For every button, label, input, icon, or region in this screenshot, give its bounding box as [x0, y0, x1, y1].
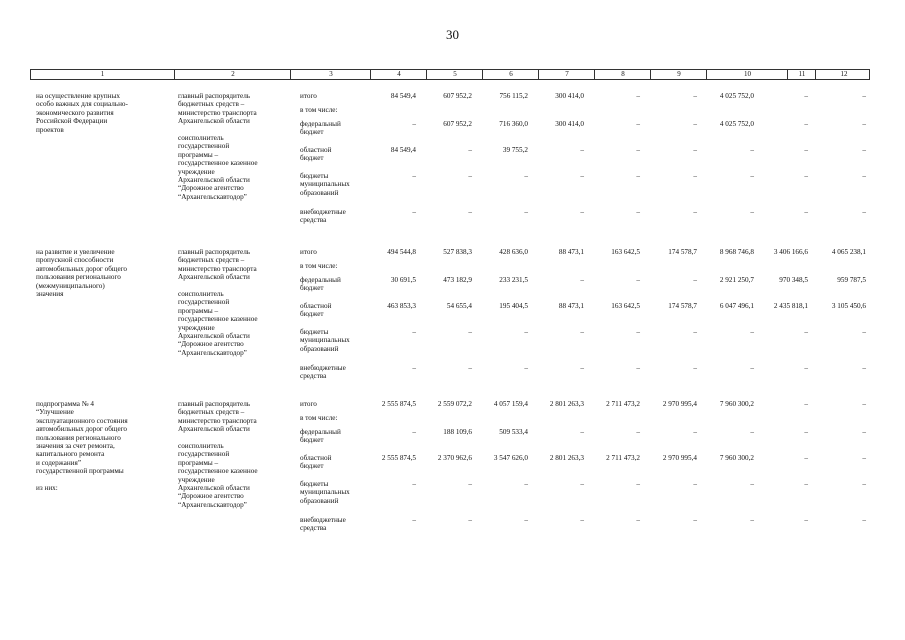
value-cell: – [524, 516, 528, 524]
value-cell: – [804, 172, 808, 180]
value-cell: 188 109,6 [443, 428, 472, 436]
value-cell: – [804, 364, 808, 372]
value-cell: – [693, 146, 697, 154]
value-cell: – [693, 276, 697, 284]
value-cell: 8 968 746,8 [719, 248, 754, 256]
value-cell: 84 549,4 [390, 146, 416, 154]
value-cell: – [468, 328, 472, 336]
value-cell: 756 115,2 [499, 92, 528, 100]
value-cell: – [862, 400, 866, 408]
value-cell: 2 970 995,4 [662, 454, 697, 462]
value-cell: – [580, 364, 584, 372]
header-col-5: 5 [426, 70, 483, 79]
value-cell: – [580, 172, 584, 180]
value-cell: – [412, 480, 416, 488]
value-cell: – [636, 364, 640, 372]
value-cell: – [468, 208, 472, 216]
value-cell: – [750, 364, 754, 372]
header-col-6: 6 [482, 70, 539, 79]
value-cell: – [468, 480, 472, 488]
value-cell: – [580, 276, 584, 284]
value-cell: – [580, 428, 584, 436]
row-label: итого [300, 248, 317, 256]
value-cell: – [636, 146, 640, 154]
header-col-2: 2 [174, 70, 291, 79]
value-cell: 2 801 263,3 [549, 454, 584, 462]
row-label: в том числе: [300, 262, 338, 270]
value-cell: – [750, 328, 754, 336]
value-cell: – [468, 146, 472, 154]
header-col-3: 3 [290, 70, 371, 79]
value-cell: 3 547 626,0 [493, 454, 528, 462]
value-cell: – [580, 516, 584, 524]
value-cell: – [804, 120, 808, 128]
value-cell: 716 360,0 [499, 120, 528, 128]
header-col-12: 12 [815, 70, 872, 79]
value-cell: – [693, 208, 697, 216]
value-cell: 509 533,4 [499, 428, 528, 436]
value-cell: – [636, 172, 640, 180]
value-cell: – [804, 146, 808, 154]
value-cell: 300 414,0 [555, 120, 584, 128]
block-purpose: на развитие и увеличение пропускной способности автомобильных дорог общего пользования регионального (межмуниципального) значения [36, 248, 128, 299]
header-col-8: 8 [594, 70, 651, 79]
value-cell: 300 414,0 [555, 92, 584, 100]
value-cell: 2 801 263,3 [549, 400, 584, 408]
value-cell: 2 555 874,5 [381, 454, 416, 462]
header-col-11: 11 [787, 70, 816, 79]
value-cell: 4 025 752,0 [719, 92, 754, 100]
value-cell: – [750, 480, 754, 488]
row-label: областной бюджет [300, 454, 332, 471]
value-cell: – [693, 120, 697, 128]
value-cell: – [636, 120, 640, 128]
block-purpose: на осуществление крупных особо важных для социально- экономического развития Российской Федерации проектов [36, 92, 128, 134]
value-cell: – [750, 208, 754, 216]
header-col-7: 7 [538, 70, 595, 79]
value-cell: 2 711 473,2 [606, 400, 640, 408]
value-cell: 2 711 473,2 [606, 454, 640, 462]
value-cell: 4 025 752,0 [719, 120, 754, 128]
value-cell: 3 406 166,6 [773, 248, 808, 256]
value-cell: 54 655,4 [446, 302, 472, 310]
value-cell: 88 473,1 [558, 302, 584, 310]
value-cell: 2 559 072,2 [437, 400, 472, 408]
value-cell: – [862, 516, 866, 524]
value-cell: 233 231,5 [499, 276, 528, 284]
block-purpose: подпрограмма № 4 “Улучшение эксплуатационного состояния автомобильных дорог общего пользования регионального значения за счет ремонта, капитального ремонта и содержания” государственной программы из них: [36, 400, 128, 493]
value-cell: – [804, 328, 808, 336]
value-cell: – [862, 364, 866, 372]
value-cell: 527 838,3 [443, 248, 472, 256]
value-cell: – [524, 480, 528, 488]
value-cell: 163 642,5 [611, 302, 640, 310]
value-cell: 6 047 496,1 [719, 302, 754, 310]
row-label: итого [300, 400, 317, 408]
value-cell: – [693, 328, 697, 336]
value-cell: 959 787,5 [837, 276, 866, 284]
value-cell: – [468, 364, 472, 372]
value-cell: 2 970 995,4 [662, 400, 697, 408]
value-cell: – [862, 172, 866, 180]
value-cell: 163 642,5 [611, 248, 640, 256]
value-cell: – [580, 480, 584, 488]
value-cell: – [862, 428, 866, 436]
row-label: бюджеты муниципальных образований [300, 328, 350, 353]
value-cell: – [804, 92, 808, 100]
value-cell: – [750, 516, 754, 524]
value-cell: – [804, 208, 808, 216]
value-cell: – [524, 208, 528, 216]
value-cell: 607 952,2 [443, 120, 472, 128]
row-label: бюджеты муниципальных образований [300, 172, 350, 197]
value-cell: – [804, 516, 808, 524]
value-cell: – [750, 146, 754, 154]
row-label: внебюджетные средства [300, 364, 346, 381]
value-cell: – [524, 364, 528, 372]
block-executors: главный распорядитель бюджетных средств – министерство транспорта Архангельской области соисполнитель государственной программы – государственное казенное учреждение Архангельской области “Дорожное агентство “Архангельскавтодор” [178, 400, 258, 509]
value-cell: – [804, 480, 808, 488]
value-cell: – [804, 428, 808, 436]
row-label: федеральный бюджет [300, 120, 341, 137]
value-cell: – [412, 120, 416, 128]
value-cell: – [750, 428, 754, 436]
value-cell: – [580, 328, 584, 336]
value-cell: – [636, 480, 640, 488]
value-cell: – [862, 454, 866, 462]
value-cell: – [693, 516, 697, 524]
value-cell: – [693, 364, 697, 372]
value-cell: – [862, 328, 866, 336]
value-cell: – [580, 208, 584, 216]
value-cell: 3 105 450,6 [831, 302, 866, 310]
row-label: в том числе: [300, 414, 338, 422]
value-cell: – [412, 428, 416, 436]
value-cell: 463 853,3 [387, 302, 416, 310]
table-header [30, 69, 870, 80]
value-cell: – [524, 172, 528, 180]
value-cell: – [412, 364, 416, 372]
header-col-4: 4 [370, 70, 427, 79]
value-cell: 970 348,5 [779, 276, 808, 284]
value-cell: – [636, 428, 640, 436]
page-number: 30 [446, 27, 459, 42]
value-cell: – [468, 516, 472, 524]
value-cell: – [804, 454, 808, 462]
value-cell: 607 952,2 [443, 92, 472, 100]
value-cell: – [636, 92, 640, 100]
value-cell: – [693, 480, 697, 488]
value-cell: 39 755,2 [502, 146, 528, 154]
row-label: внебюджетные средства [300, 208, 346, 225]
value-cell: – [862, 120, 866, 128]
value-cell: 494 544,8 [387, 248, 416, 256]
value-cell: 2 370 962,6 [437, 454, 472, 462]
value-cell: – [862, 208, 866, 216]
value-cell: – [524, 328, 528, 336]
row-label: итого [300, 92, 317, 100]
value-cell: 30 691,5 [390, 276, 416, 284]
value-cell: – [804, 400, 808, 408]
value-cell: 473 182,9 [443, 276, 472, 284]
value-cell: 7 960 300,2 [719, 400, 754, 408]
value-cell: 195 404,5 [499, 302, 528, 310]
row-label: областной бюджет [300, 302, 332, 319]
value-cell: 4 057 159,4 [493, 400, 528, 408]
value-cell: – [412, 516, 416, 524]
value-cell: – [636, 328, 640, 336]
row-label: федеральный бюджет [300, 276, 341, 293]
value-cell: – [862, 92, 866, 100]
row-label: областной бюджет [300, 146, 332, 163]
value-cell: 2 555 874,5 [381, 400, 416, 408]
value-cell: 174 578,7 [668, 248, 697, 256]
block-executors: главный распорядитель бюджетных средств – министерство транспорта Архангельской области соисполнитель государственной программы – государственное казенное учреждение Архангельской области “Дорожное агентство “Архангельскавтодор” [178, 248, 258, 357]
header-col-1: 1 [100, 70, 105, 78]
row-label: в том числе: [300, 106, 338, 114]
value-cell: – [636, 516, 640, 524]
value-cell: – [636, 208, 640, 216]
value-cell: – [750, 172, 754, 180]
value-cell: – [693, 92, 697, 100]
value-cell: – [412, 208, 416, 216]
value-cell: 4 065 238,1 [831, 248, 866, 256]
row-label: бюджеты муниципальных образований [300, 480, 350, 505]
value-cell: – [693, 428, 697, 436]
value-cell: – [636, 276, 640, 284]
value-cell: 88 473,1 [558, 248, 584, 256]
value-cell: – [862, 480, 866, 488]
value-cell: 174 578,7 [668, 302, 697, 310]
value-cell: – [468, 172, 472, 180]
value-cell: – [412, 172, 416, 180]
header-col-9: 9 [650, 70, 707, 79]
value-cell: – [693, 172, 697, 180]
value-cell: 428 636,0 [499, 248, 528, 256]
value-cell: 84 549,4 [390, 92, 416, 100]
value-cell: 2 435 818,1 [773, 302, 808, 310]
value-cell: 2 921 250,7 [719, 276, 754, 284]
value-cell: – [412, 328, 416, 336]
row-label: внебюджетные средства [300, 516, 346, 533]
row-label: федеральный бюджет [300, 428, 341, 445]
value-cell: 7 960 300,2 [719, 454, 754, 462]
value-cell: – [862, 146, 866, 154]
block-executors: главный распорядитель бюджетных средств – министерство транспорта Архангельской области соисполнитель государственной программы – государственное казенное учреждение Архангельской области “Дорожное агентство “Архангельскавтодор” [178, 92, 258, 201]
header-col-10: 10 [706, 70, 788, 79]
value-cell: – [580, 146, 584, 154]
